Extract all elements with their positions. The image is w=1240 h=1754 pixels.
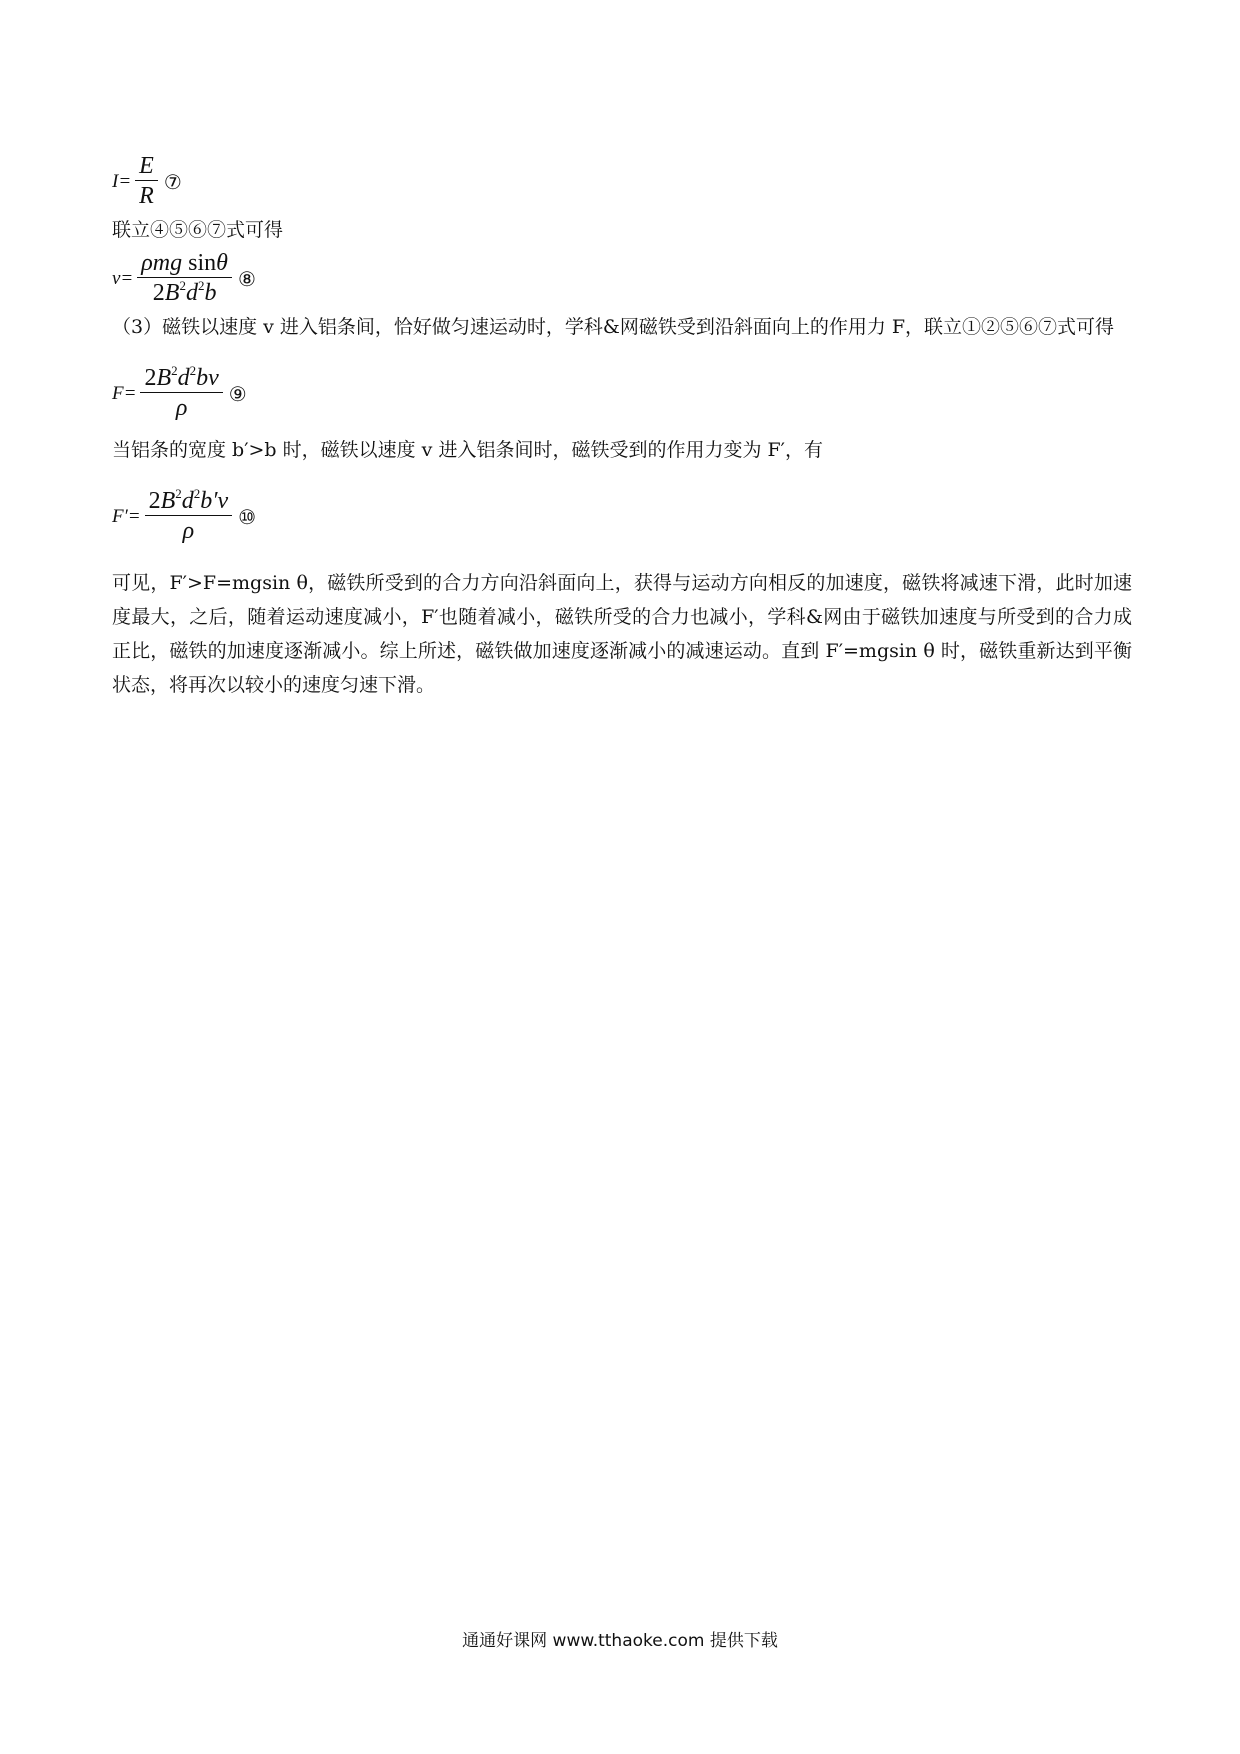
rho-symbol: ρ bbox=[141, 250, 153, 276]
d-symbol: d bbox=[177, 365, 190, 391]
coef: 2 bbox=[148, 488, 161, 514]
content-body bbox=[112, 150, 1132, 702]
paragraph-width: 当铝条的宽度 b′>b 时，磁铁以速度 v 进入铝条间时，磁铁受到的作用力变为 F′，有 bbox=[112, 439, 823, 461]
equation-9 bbox=[112, 364, 1132, 423]
eq8-lhs: v= bbox=[112, 267, 134, 289]
eq10-denominator: ρ bbox=[182, 518, 195, 544]
d-symbol: d bbox=[185, 280, 198, 306]
eq10-fraction bbox=[145, 487, 233, 546]
eq7-tag: ⑦ bbox=[163, 169, 182, 194]
equation-8 bbox=[112, 249, 1132, 308]
spacer bbox=[112, 467, 1132, 485]
B-symbol: B bbox=[156, 365, 172, 391]
power: 2 bbox=[193, 486, 201, 501]
B-symbol: B bbox=[160, 488, 176, 514]
B-symbol: B bbox=[164, 280, 180, 306]
eq9-numerator bbox=[140, 364, 222, 392]
sin-symbol: sin bbox=[182, 250, 217, 276]
bv-symbol: b′v bbox=[200, 488, 229, 514]
eq7-fraction bbox=[135, 152, 158, 211]
spacer bbox=[112, 425, 1132, 433]
page-footer: 通通好课网 www.tthaoke.com 提供下载 bbox=[462, 1631, 778, 1651]
eq8-numerator bbox=[137, 249, 232, 277]
eq8-denominator bbox=[149, 278, 221, 308]
d-symbol: d bbox=[181, 488, 194, 514]
bv-symbol: bv bbox=[196, 365, 219, 391]
eq9-denominator: ρ bbox=[175, 395, 188, 421]
eq9-tag: ⑨ bbox=[228, 381, 247, 406]
eq7-lhs: I= bbox=[112, 170, 132, 192]
eq8-tag: ⑧ bbox=[237, 266, 256, 291]
coef: 2 bbox=[152, 280, 165, 306]
power: 2 bbox=[197, 278, 205, 293]
combine-line: 联立④⑤⑥⑦式可得 bbox=[112, 219, 284, 241]
equation-10 bbox=[112, 487, 1132, 546]
power: 2 bbox=[189, 363, 197, 378]
eq10-numerator bbox=[145, 487, 233, 515]
power: 2 bbox=[179, 278, 186, 293]
eq8-fraction bbox=[137, 249, 232, 308]
theta-symbol: θ bbox=[216, 250, 228, 276]
spacer bbox=[112, 548, 1132, 566]
eq10-tag: ⑩ bbox=[238, 504, 257, 529]
power: 2 bbox=[171, 363, 178, 378]
mg-symbol: mg bbox=[152, 250, 183, 276]
power: 2 bbox=[175, 486, 182, 501]
paragraph-part3: （3）磁铁以速度 v 进入铝条间，恰好做匀速运动时，学科&网磁铁受到沿斜面向上的作用力 F，联立①②⑤⑥⑦式可得 bbox=[112, 316, 1115, 338]
coef: 2 bbox=[144, 365, 157, 391]
eq9-fraction bbox=[140, 364, 222, 423]
eq10-lhs: F′= bbox=[112, 505, 141, 527]
equation-7 bbox=[112, 152, 1132, 211]
spacer bbox=[112, 344, 1132, 362]
eq7-denominator: R bbox=[139, 183, 154, 209]
eq9-lhs: F= bbox=[112, 382, 137, 404]
paragraph-conclusion: 可见，F′>F=mgsin θ，磁铁所受到的合力方向沿斜面向上，获得与运动方向相反的加速度，磁铁将减速下滑，此时加速度最大，之后，随着运动速度减小，F′也随着减小，磁铁所受的合力也减小，学科&网由于磁铁加速度与所受到的合力成正比，磁铁的加速度逐渐减小。综上所述，磁铁做加速度逐渐减小的减速运动。直到 F′=mgsin θ 时，磁铁重新达到平衡状态，将再次以较小的速度匀速下滑。 bbox=[112, 572, 1132, 696]
b-symbol: b bbox=[204, 280, 217, 306]
eq7-numerator: E bbox=[139, 153, 154, 179]
